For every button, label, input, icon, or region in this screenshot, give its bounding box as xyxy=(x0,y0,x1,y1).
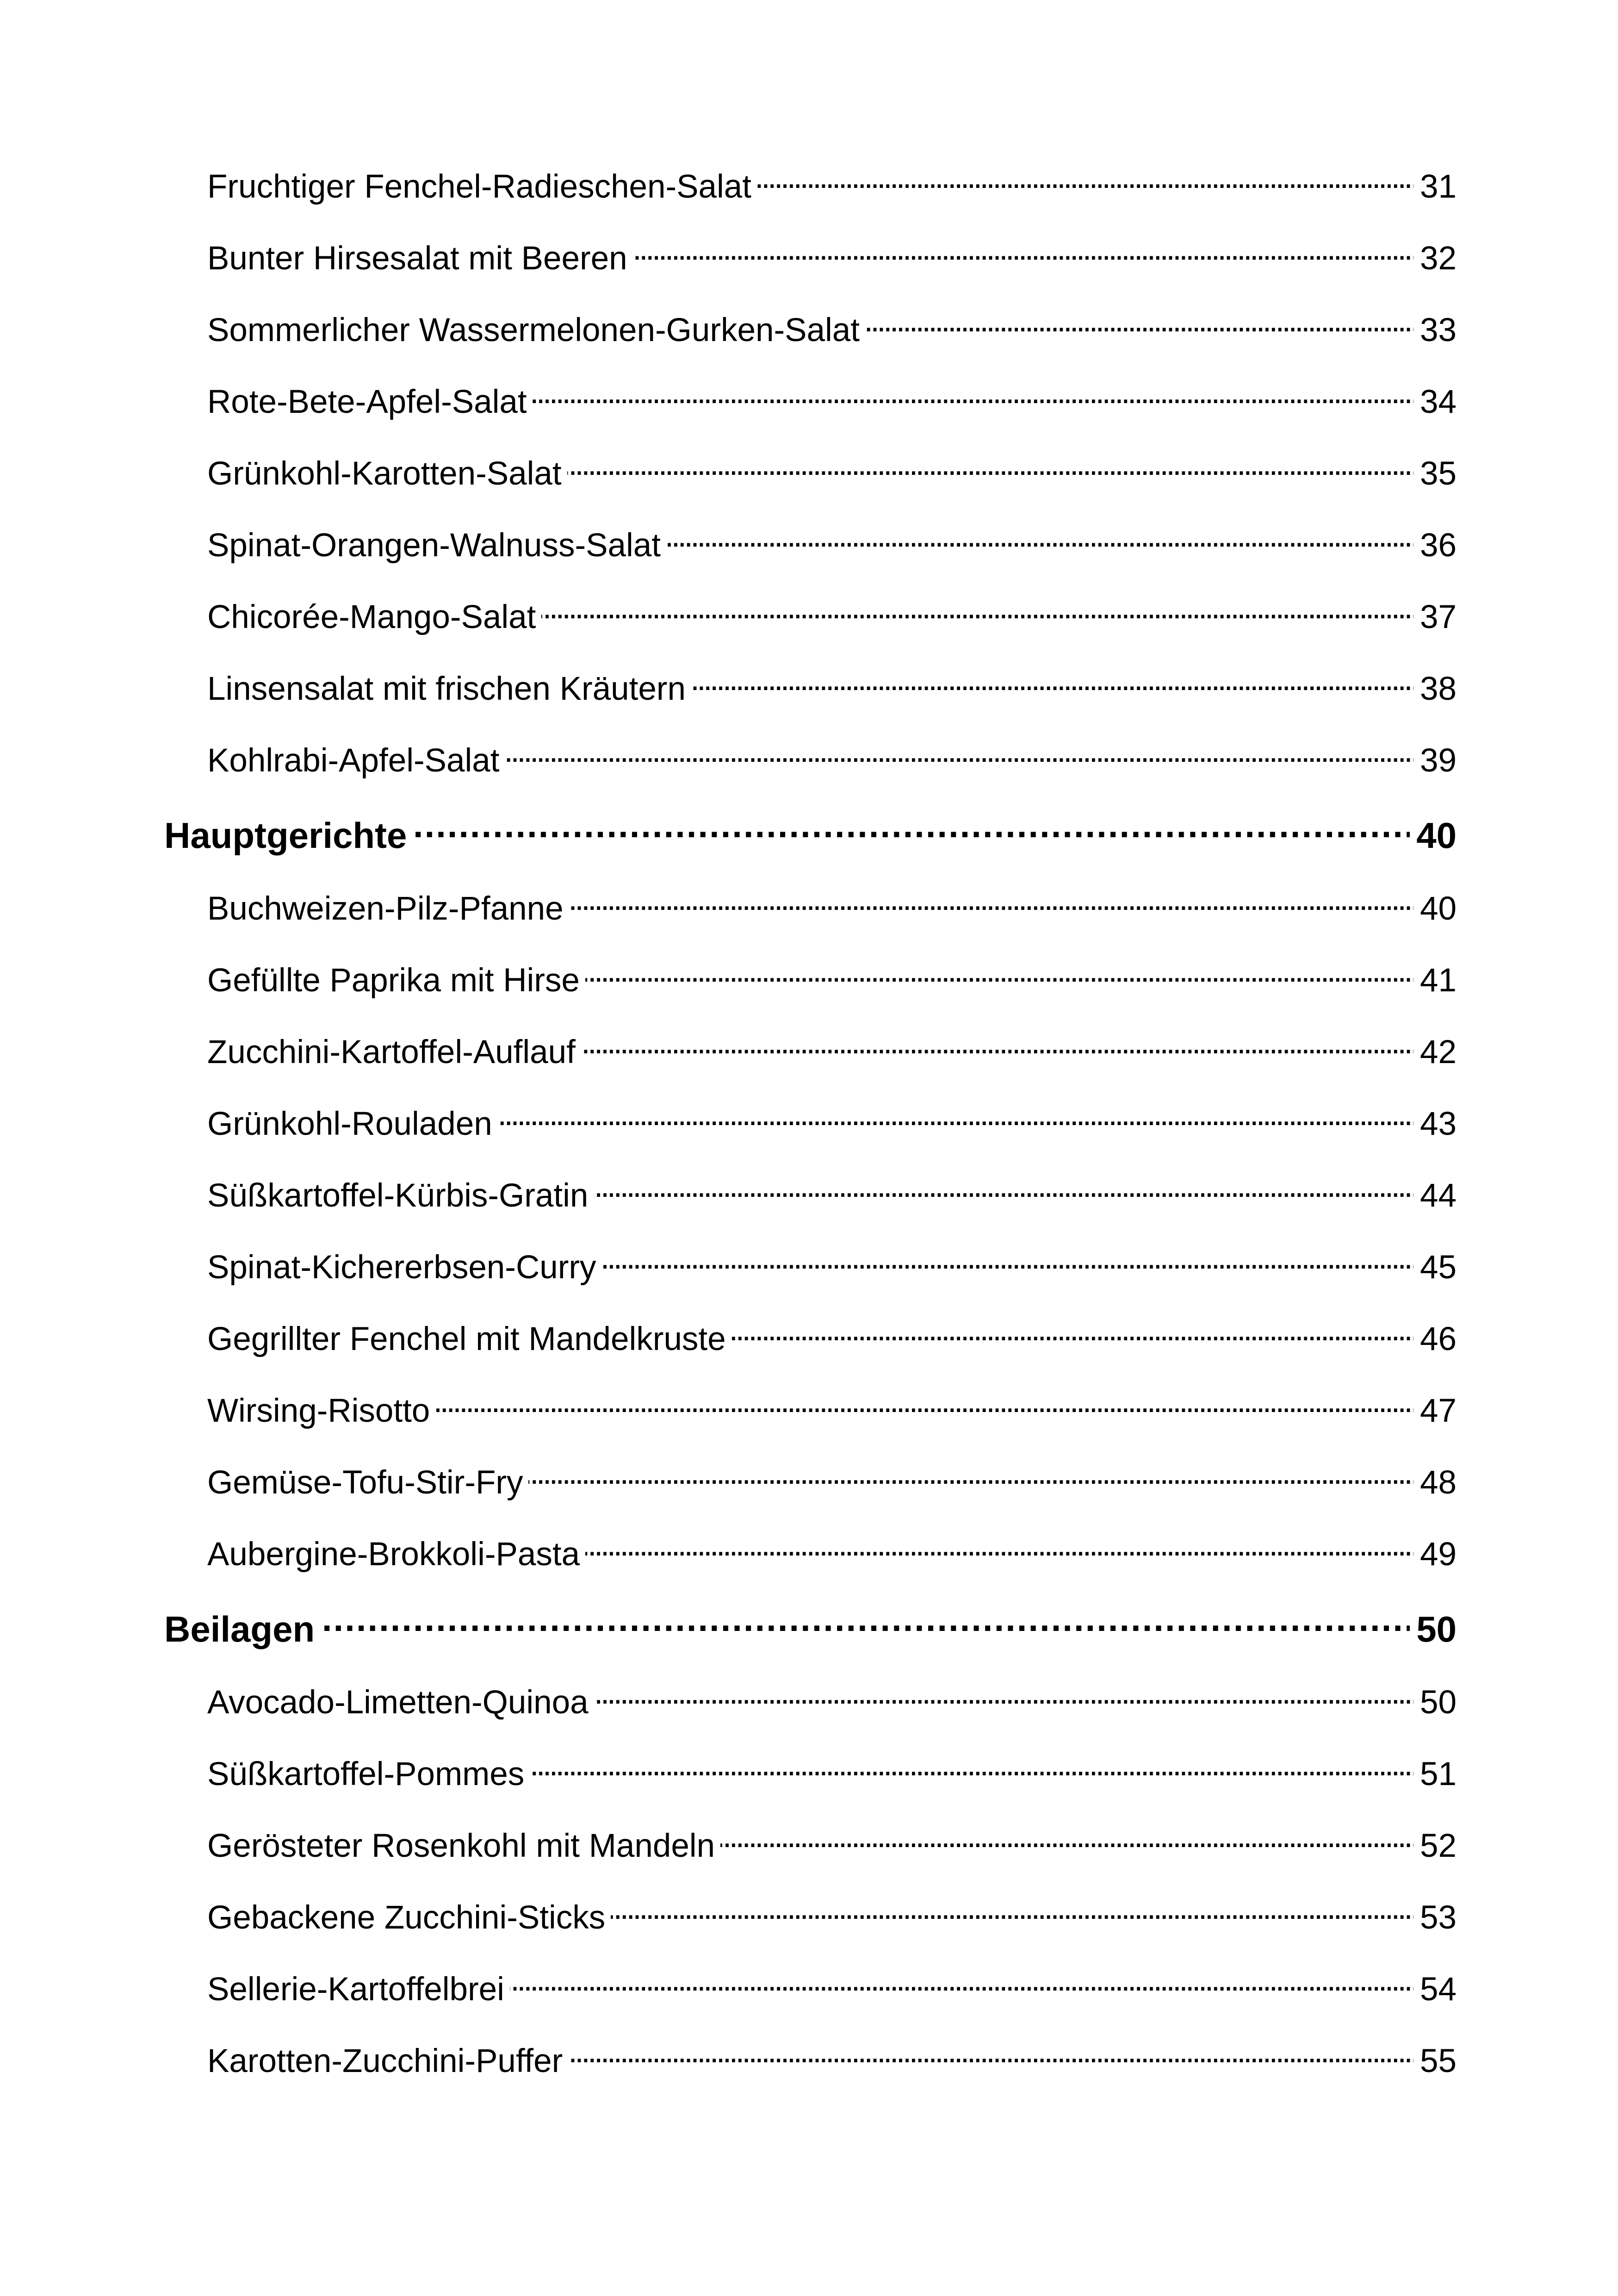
toc-entry-title: Fruchtiger Fenchel-Radieschen-Salat xyxy=(207,168,752,205)
dot-leader xyxy=(320,1600,1410,1642)
toc-entry-page: 50 xyxy=(1420,1684,1457,1721)
toc-entry-title: Spinat-Kichererbsen-Curry xyxy=(207,1249,596,1286)
toc-entry-page: 38 xyxy=(1420,670,1457,707)
dot-leader xyxy=(594,1169,1413,1207)
toc-entry-page: 35 xyxy=(1420,455,1457,492)
toc-entry-page: 54 xyxy=(1420,1971,1457,2008)
toc-entry[interactable] xyxy=(207,662,1457,717)
toc-chapter-page: 40 xyxy=(1416,815,1457,856)
toc-chapter-title: Beilagen xyxy=(164,1608,315,1649)
toc-entry[interactable] xyxy=(207,518,1457,574)
toc-entry-title: Rote-Bete-Apfel-Salat xyxy=(207,383,527,420)
dot-leader xyxy=(732,1312,1413,1350)
toc-entry-title: Süßkartoffel-Kürbis-Gratin xyxy=(207,1177,589,1214)
dot-leader xyxy=(567,447,1413,485)
dot-leader xyxy=(611,1891,1413,1929)
toc-chapter-page: 50 xyxy=(1416,1608,1457,1649)
toc-entry[interactable] xyxy=(207,1891,1457,1946)
dot-leader xyxy=(541,590,1413,628)
dot-leader xyxy=(691,662,1413,700)
dot-leader xyxy=(505,734,1413,772)
toc-entry-page: 44 xyxy=(1420,1177,1457,1214)
toc-entry-page: 40 xyxy=(1420,890,1457,927)
toc-entry[interactable] xyxy=(207,1527,1457,1583)
toc-entry[interactable] xyxy=(207,231,1457,287)
toc-entry-title: Gebackene Zucchini-Sticks xyxy=(207,1899,606,1936)
toc-entry-title: Sommerlicher Wassermelonen-Gurken-Salat xyxy=(207,311,860,348)
toc-entry-title: Kohlrabi-Apfel-Salat xyxy=(207,742,500,779)
toc-entry-title: Buchweizen-Pilz-Pfanne xyxy=(207,890,564,927)
toc-entry[interactable] xyxy=(207,447,1457,502)
toc-entry[interactable] xyxy=(207,1962,1457,2018)
toc-entry-page: 47 xyxy=(1420,1392,1457,1429)
dot-leader xyxy=(757,160,1413,198)
toc-entry[interactable] xyxy=(207,1097,1457,1152)
toc-entry-page: 53 xyxy=(1420,1899,1457,1936)
toc-entry-title: Sellerie-Kartoffelbrei xyxy=(207,1971,504,2008)
dot-leader xyxy=(530,1747,1413,1785)
toc-entry-title: Chicorée-Mango-Salat xyxy=(207,598,536,635)
toc-entry-title: Gefüllte Paprika mit Hirse xyxy=(207,962,580,999)
toc-entry-page: 39 xyxy=(1420,742,1457,779)
toc-entry-page: 46 xyxy=(1420,1320,1457,1357)
toc-entry-title: Avocado-Limetten-Quinoa xyxy=(207,1684,589,1721)
toc-entry[interactable] xyxy=(207,590,1457,646)
dot-leader xyxy=(633,231,1413,269)
toc-entry-page: 49 xyxy=(1420,1536,1457,1573)
dot-leader xyxy=(585,953,1413,991)
toc-entry-page: 34 xyxy=(1420,383,1457,420)
dot-leader xyxy=(569,882,1413,920)
dot-leader xyxy=(585,1527,1413,1565)
toc-entry-title: Zucchini-Kartoffel-Auflauf xyxy=(207,1033,576,1070)
toc-entry-page: 43 xyxy=(1420,1105,1457,1142)
toc-chapter-title: Hauptgerichte xyxy=(164,815,407,856)
toc-entry-title: Grünkohl-Karotten-Salat xyxy=(207,455,562,492)
toc-entry[interactable] xyxy=(207,1747,1457,1803)
toc-entry[interactable] xyxy=(207,2034,1457,2090)
toc-entry[interactable] xyxy=(207,1456,1457,1511)
dot-leader xyxy=(581,1025,1413,1063)
dot-leader xyxy=(602,1240,1414,1278)
toc-entry-page: 55 xyxy=(1420,2042,1457,2079)
dot-leader xyxy=(865,303,1413,341)
toc-entry-title: Gegrillter Fenchel mit Mandelkruste xyxy=(207,1320,726,1357)
toc-entry[interactable] xyxy=(207,1384,1457,1439)
toc-entry-page: 52 xyxy=(1420,1827,1457,1864)
toc-entry[interactable] xyxy=(207,1675,1457,1731)
dot-leader xyxy=(412,806,1410,848)
toc-entry-page: 51 xyxy=(1420,1755,1457,1792)
dot-leader xyxy=(510,1962,1413,2000)
toc-entry-title: Wirsing-Risotto xyxy=(207,1392,430,1429)
toc-entry[interactable] xyxy=(207,734,1457,789)
toc-entry-title: Gerösteter Rosenkohl mit Mandeln xyxy=(207,1827,715,1864)
dot-leader xyxy=(498,1097,1413,1135)
toc-entry-page: 36 xyxy=(1420,527,1457,564)
toc-entry-page: 31 xyxy=(1420,168,1457,205)
toc-entry-title: Gemüse-Tofu-Stir-Fry xyxy=(207,1464,523,1501)
toc-entry[interactable] xyxy=(207,1819,1457,1874)
toc-entry-title: Grünkohl-Rouladen xyxy=(207,1105,492,1142)
dot-leader xyxy=(594,1675,1413,1713)
dot-leader xyxy=(528,1456,1413,1493)
toc-chapter-hauptgerichte[interactable] xyxy=(164,806,1457,862)
dot-leader xyxy=(435,1384,1413,1422)
toc-entry[interactable] xyxy=(207,1169,1457,1224)
toc-entry-title: Aubergine-Brokkoli-Pasta xyxy=(207,1536,580,1573)
dot-leader xyxy=(666,518,1413,556)
toc-entry-page: 45 xyxy=(1420,1249,1457,1286)
toc-entry-title: Linsensalat mit frischen Kräutern xyxy=(207,670,686,707)
toc-entry[interactable] xyxy=(207,1312,1457,1368)
toc-entry[interactable] xyxy=(207,1025,1457,1081)
toc-entry[interactable] xyxy=(207,882,1457,937)
toc-entry-title: Süßkartoffel-Pommes xyxy=(207,1755,525,1792)
toc-entry-title: Karotten-Zucchini-Puffer xyxy=(207,2042,563,2079)
dot-leader xyxy=(720,1819,1413,1857)
toc-entry-title: Bunter Hirsesalat mit Beeren xyxy=(207,240,627,277)
toc-entry-page: 42 xyxy=(1420,1033,1457,1070)
toc-entry[interactable] xyxy=(207,160,1457,215)
toc-entry-page: 33 xyxy=(1420,311,1457,348)
toc-entry-title: Spinat-Orangen-Walnuss-Salat xyxy=(207,527,661,564)
toc-entry-page: 32 xyxy=(1420,240,1457,277)
toc-chapter-beilagen[interactable] xyxy=(164,1600,1457,1655)
dot-leader xyxy=(568,2034,1413,2072)
toc-entry[interactable] xyxy=(207,303,1457,359)
toc-entry[interactable] xyxy=(207,1240,1457,1296)
toc-entry[interactable] xyxy=(207,953,1457,1009)
toc-entry[interactable] xyxy=(207,375,1457,430)
dot-leader xyxy=(533,375,1413,413)
toc-entry-page: 41 xyxy=(1420,962,1457,999)
toc-entry-page: 48 xyxy=(1420,1464,1457,1501)
toc-entry-page: 37 xyxy=(1420,598,1457,635)
